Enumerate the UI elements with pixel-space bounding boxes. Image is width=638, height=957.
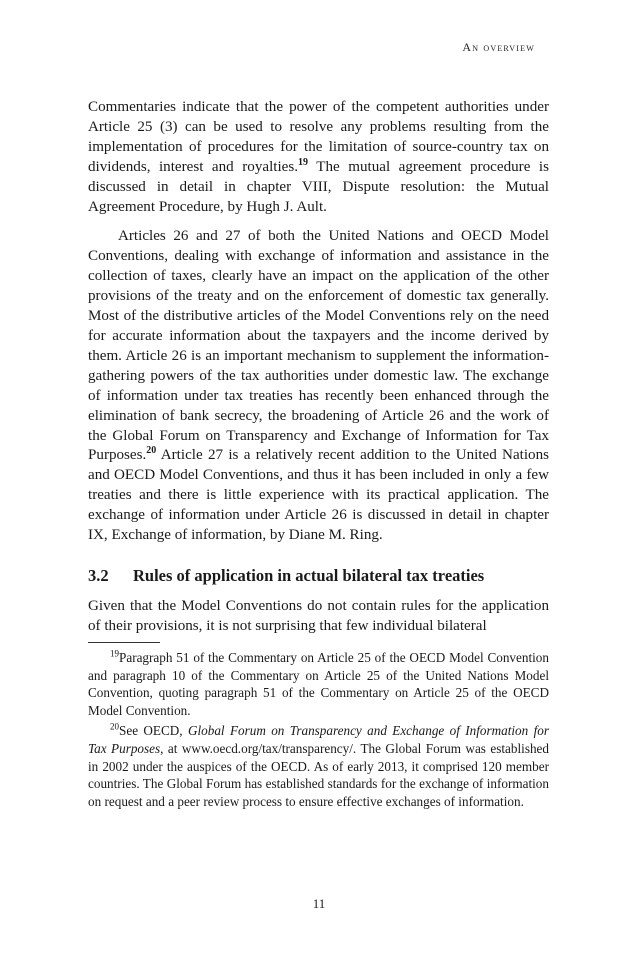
paragraph-2-text-b: Article 27 is a relatively recent addition to the United Nations and OECD Model Conventions, and thus it has been included in only a few treaties and there is little experience with its practical application. The exchange of information under Article 26 is discussed in detail in chapter IX, Exchange of information, by Diane M. Ring. bbox=[88, 447, 549, 544]
paragraph-2-text-a: Articles 26 and 27 of both the United Nations and OECD Model Conventions, dealing with exchange of information and assistance in the collection of taxes, clearly have an impact on the application of the other provisions of the treaty and on the enforcement of domestic tax generally. Most of the distributive articles of the Model Conventions rely on the need for accurate information about the taxpayers and the income derived by them. Article 26 is an important mechanism to supplement the information-gathering powers of the tax authorities under domestic law. The exchange of information under tax treaties has recently been enhanced through the elimination of bank secrecy, the broadening of Article 26 and the work of the Global Forum on Transparency and Exchange of Information for Tax Purposes. bbox=[88, 228, 549, 464]
footnote-19-text: Paragraph 51 of the Commentary on Article 25 of the OECD Model Convention and paragraph 10 of the Commentary on Article 25 of the United Nations Model Convention, quoting paragraph 51 of the Commentary on Article 25 of the OECD Model Convention. bbox=[88, 649, 549, 719]
paragraph-3: Given that the Model Conventions do not contain rules for the application of their provisions, it is not surprising that few individual bilateral bbox=[88, 597, 549, 634]
page-number: 11 bbox=[312, 896, 326, 911]
section-heading bbox=[88, 565, 549, 587]
footnote-20-title: Global Forum on Transparency and Exchange of Information for Tax Purposes bbox=[88, 722, 549, 756]
footnote-19 bbox=[88, 649, 549, 720]
footnotes bbox=[88, 649, 549, 811]
running-head: An overview bbox=[462, 40, 535, 54]
section-number: 3.2 bbox=[88, 565, 109, 585]
footnote-20-number: 20 bbox=[110, 721, 119, 732]
footnote-20 bbox=[88, 722, 549, 811]
footnote-ref-20[interactable]: 20 bbox=[146, 445, 157, 457]
footnote-separator bbox=[88, 642, 160, 643]
paragraph-1-text-b: The mutual agreement procedure is discussed in detail in chapter VIII, Dispute resolution: the Mutual Agreement Procedure, by Hugh J. Ault. bbox=[88, 158, 549, 215]
section-title: Rules of application in actual bilateral tax treaties bbox=[133, 565, 485, 585]
footnote-20-text-post: , at www.oecd.org/tax/transparency/. The Global Forum was established in 2002 under the auspices of the OECD. As of early 2013, it comprised 120 member countries. The Global Forum has established standards for the exchange of information on request and a peer review process to ensure effective exchanges of information. bbox=[88, 740, 550, 810]
paragraph-1 bbox=[88, 98, 549, 217]
paragraph-2 bbox=[88, 227, 549, 546]
paragraph-1-text-a: Commentaries indicate that the power of the competent authorities under Article 25 (3) can be used to resolve any problems resulting from the implementation of procedures for the limitation of source-country tax on dividends, interest and royalties. bbox=[88, 99, 549, 175]
footnote-20-text-pre: See OECD, bbox=[119, 722, 188, 738]
body-text bbox=[88, 98, 549, 811]
footnote-ref-19[interactable]: 19 bbox=[298, 156, 308, 168]
footnote-19-number: 19 bbox=[110, 648, 119, 659]
